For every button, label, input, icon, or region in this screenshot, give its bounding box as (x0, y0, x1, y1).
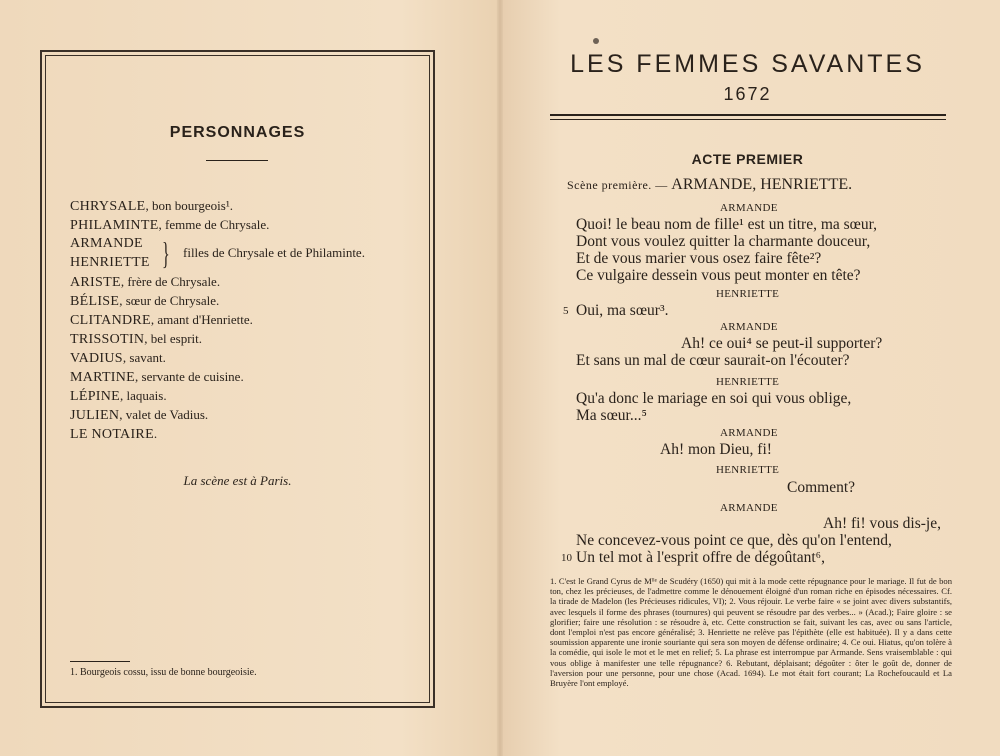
character-entry (70, 329, 420, 348)
verse-line: Et sans un mal de cœur saurait-on l'écouter? (576, 352, 850, 369)
speaker-name: ARMANDE (720, 321, 778, 333)
speaker-name: HENRIETTE (716, 376, 780, 388)
character-desc: , frère de Chrysale. (120, 274, 221, 289)
speaker-name: HENRIETTE (716, 288, 780, 300)
title-rule-thick (550, 114, 946, 116)
character-list (70, 196, 420, 443)
character-entry (70, 348, 420, 367)
character-name: VADIUS (70, 351, 123, 366)
speaker-name: ARMANDE (720, 427, 778, 439)
character-desc: , bon bourgeois¹. (145, 198, 233, 213)
character-entry (70, 310, 420, 329)
character-desc: , servante de cuisine. (135, 369, 244, 384)
character-name: ARISTE (70, 275, 121, 290)
character-name: PHILAMINTE (70, 218, 159, 233)
heading-rule (206, 160, 268, 161)
act-heading: ACTE PREMIER (691, 151, 804, 167)
speaker-name: HENRIETTE (716, 464, 780, 476)
play-title: LES FEMMES SAVANTES (570, 50, 925, 78)
characters-heading: PERSONNAGES (169, 124, 306, 141)
character-name: LE NOTAIRE (70, 427, 154, 442)
character-entry (70, 215, 420, 234)
character-group-desc: filles de Chrysale et de Philaminte. (183, 245, 365, 260)
character-entry (70, 367, 420, 386)
line-number: 10 (561, 552, 572, 564)
character-name: ARMANDE (70, 236, 143, 251)
character-name: MARTINE (70, 370, 136, 385)
verse-line: Un tel mot à l'esprit offre de dégoûtant⁶, (576, 549, 825, 566)
scene-label: Scène première. — (567, 178, 672, 192)
character-group (70, 234, 420, 272)
title-rule-thin (550, 119, 946, 120)
verse-line: Ah! mon Dieu, fi! (660, 441, 772, 458)
character-desc: , amant d'Henriette. (150, 312, 253, 327)
character-name: TRISSOTIN (70, 332, 145, 347)
book-gutter (497, 0, 503, 756)
character-desc: , bel esprit. (144, 331, 203, 346)
character-desc: , laquais. (120, 388, 167, 403)
speaker-name: ARMANDE (720, 502, 778, 514)
character-desc: . (153, 426, 158, 441)
verse-line: Quoi! le beau nom de fille¹ est un titre, ma sœur, (576, 216, 878, 233)
character-name: BÉLISE (70, 294, 120, 309)
character-desc: , sœur de Chrysale. (119, 293, 220, 308)
verse-line: Ce vulgaire dessein vous peut monter en tête? (576, 267, 861, 284)
character-name: CHRYSALE (70, 199, 146, 214)
character-name: HENRIETTE (70, 255, 150, 270)
verse-line: Ma sœur...⁵ (576, 407, 647, 424)
footnote-rule (70, 661, 130, 662)
verse-line: Oui, ma sœur³. (576, 302, 669, 319)
verse-line: Dont vous voulez quitter la charmante douceur, (576, 233, 871, 250)
footnotes (550, 576, 952, 688)
character-desc: , femme de Chrysale. (158, 217, 270, 232)
verse-line: Ah! fi! vous dis-je, (823, 515, 941, 532)
character-name: CLITANDRE (70, 313, 151, 328)
verse-line: Comment? (787, 479, 856, 496)
verse-line: Et de vous marier vous osez faire fête²? (576, 250, 822, 267)
brace-symbol: } (162, 235, 170, 271)
character-entry (70, 405, 420, 424)
ink-dot (593, 38, 599, 44)
character-name: LÉPINE (70, 389, 121, 404)
scene-heading (567, 176, 852, 194)
verse-line: Ne concevez-vous point ce que, dès qu'on l'entend, (576, 532, 892, 549)
speaker-name: ARMANDE (720, 202, 778, 214)
character-entry (70, 291, 420, 310)
character-entry (70, 272, 420, 291)
character-desc: , valet de Vadius. (119, 407, 209, 422)
verse-line: Ah! ce oui⁴ se peut-il supporter? (681, 335, 883, 352)
footnote: 1. Bourgeois cossu, issu de bonne bourgeoisie. (70, 667, 257, 678)
character-name: JULIEN (70, 408, 120, 423)
scene-characters: ARMANDE, HENRIETTE. (671, 176, 853, 193)
character-entry (70, 386, 420, 405)
character-desc: , savant. (122, 350, 166, 365)
play-year: 1672 (723, 84, 772, 104)
verse-line: Qu'a donc le mariage en soi qui vous oblige, (576, 390, 852, 407)
footnotes-text: 1. C'est le Grand Cyrus de Mˡˡᵉ de Scudéry (1650) qui mit à la mode cette répugnance pour le mariage. Il fut de bon ton, chez les précieuses, de l'admettre comme le dénouement éloigné d'un roman riche en épisodes nécessaires. Cf. la tirade de Madelon (les Précieuses ridicules, VI); 2. Vous réjouir. Le verbe faire « se joint avec divers substantifs, avec lesquels il forme des phrases (tournures) qui peuvent se résoudre par des verbes... » (Acad.); Faire gloire : se glorifier; faire une résolution : se résoudre à, etc. Cette construction se fait, suivant les cas, avec ou sans l'article, dont l'emploi n'est pas encore généralisé; 3. Henriette ne relève pas l'épithète (elle est habituée). Il y a dans cette soumission apparente une ironie souriante qui sera son moyen de défense ordinaire; 4. Ce oui. Hiatus, qu'on tolère à la comédie, qui isole le mot et le met en relief; 5. La phrase est interrompue par Armande. Sens vraisemblable : qui vous oblige à manifester une telle répugnance? 6. Rebutant, déplaisant; dégoûter : ôter le goût de, donner de l'aversion pour une personne, pour une chose (Acad. 1694). Le mot était fort courant; La Rochefoucauld et La Bruyère l'ont employé. (550, 576, 952, 689)
character-entry (70, 424, 420, 443)
line-number: 5 (563, 305, 569, 317)
character-entry (70, 196, 420, 215)
scene-location: La scène est à Paris. (183, 473, 292, 488)
